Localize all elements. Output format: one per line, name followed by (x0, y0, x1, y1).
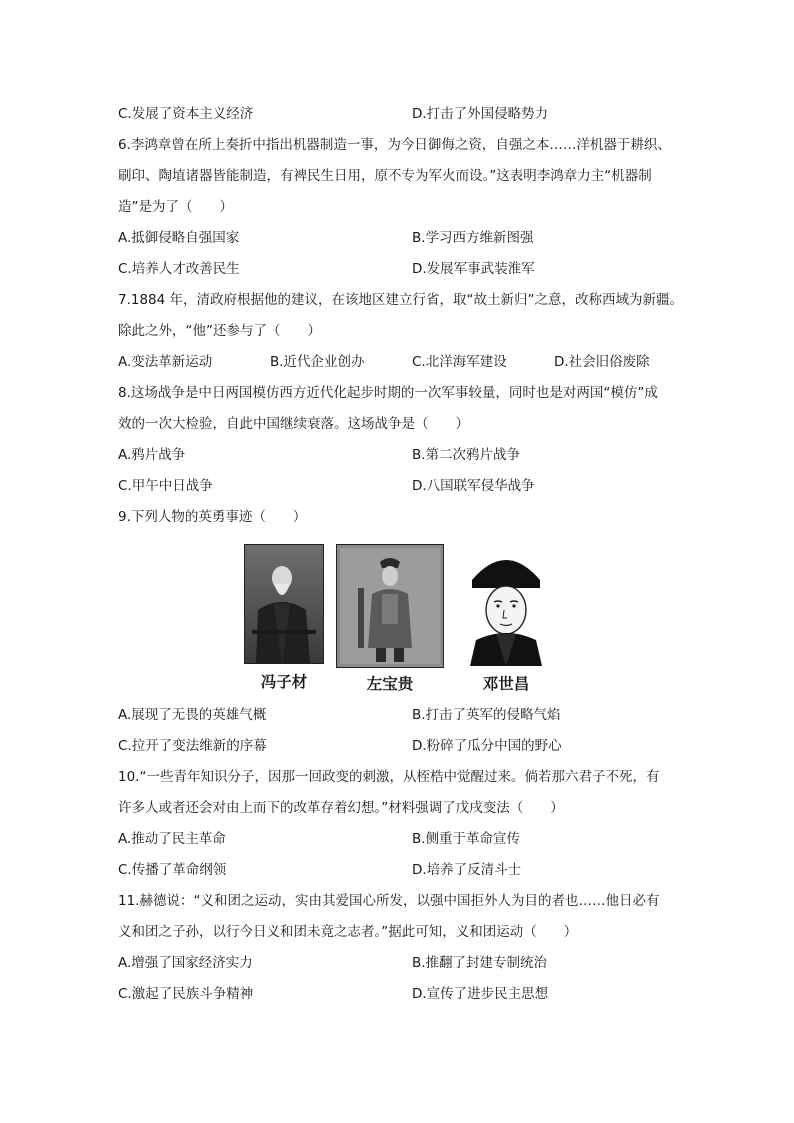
portrait-deng-shichang-photo (466, 544, 546, 666)
q8-option-b: B.第二次鸦片战争 (412, 447, 521, 463)
portrait-deng-shichang-image (466, 544, 546, 666)
portrait-caption-deng-shichang: 邓世昌 (482, 675, 530, 693)
q6-stem-line-3: 造”是为了（ ） (118, 199, 233, 215)
portrait-zuo-baogui (336, 544, 444, 693)
q6-option-a: A.抵御侵略自强国家 (118, 230, 240, 246)
q9-stem-line-1: 9.下列人物的英勇事迹（ ） (118, 509, 307, 525)
q10-stem-line-2: 许多人或者还会对由上而下的改革存着幻想。”材料强调了戊戌变法（ ） (118, 800, 564, 816)
q6-option-c: C.培养人才改善民生 (118, 261, 240, 277)
q10-option-c: C.传播了革命纲领 (118, 862, 227, 878)
q8-stem-line-2: 效的一次大检验，自此中国继续衰落。这场战争是（ ） (118, 416, 469, 432)
q9-option-c: C.拉开了变法维新的序幕 (118, 738, 267, 754)
q8-option-c: C.甲午中日战争 (118, 478, 213, 494)
q11-stem-line-2: 义和团之子孙，以行今日义和团未竟之志者。”据此可知，义和团运动（ ） (118, 924, 578, 940)
portrait-feng-zicai (244, 544, 324, 691)
q8-option-d: D.八国联军侵华战争 (412, 478, 535, 494)
q9-option-d: D.粉碎了瓜分中国的野心 (412, 738, 562, 754)
q6-stem-line-1: 6.李鸿章曾在所上奏折中指出机器制造一事，为今日御侮之资，自强之本……洋机器于耕织、 (118, 137, 671, 153)
q11-option-c: C.激起了民族斗争精神 (118, 986, 254, 1002)
q11-option-b: B.推翻了封建专制统治 (412, 955, 548, 971)
portrait-caption-feng-zicai: 冯子材 (260, 673, 308, 691)
q8-stem-line-1: 8.这场战争是中日两国模仿西方近代化起步时期的一次军事较量，同时也是对两国“模仿”成 (118, 385, 658, 401)
q11-option-a: A.增强了国家经济实力 (118, 955, 253, 971)
q5-option-c: C.发展了资本主义经济 (118, 106, 254, 122)
q5-option-d: D.打击了外国侵略势力 (412, 106, 549, 122)
q10-option-d: D.培养了反清斗士 (412, 862, 522, 878)
q7-stem-line-1: 7.1884 年，清政府根据他的建议，在该地区建立行省，取“故土新归”之意，改称西域为新疆。 (118, 292, 684, 308)
q10-option-b: B.侧重于革命宣传 (412, 831, 521, 847)
q9-option-b: B.打击了英军的侵略气焰 (412, 707, 561, 723)
portrait-caption-zuo-baogui: 左宝贵 (366, 675, 414, 693)
q9-portrait-group (244, 540, 564, 692)
q10-option-a: A.推动了民主革命 (118, 831, 226, 847)
q7-option-b: B.近代企业创办 (270, 354, 365, 370)
q7-option-a: A.变法革新运动 (118, 354, 213, 370)
portrait-feng-zicai-photo (244, 544, 324, 664)
q6-stem-line-2: 刷印、陶埴诸器皆能制造，有裨民生日用，原不专为军火而设。”这表明李鸿章力主“机器制 (118, 168, 652, 184)
q7-option-d: D.社会旧俗废除 (554, 354, 650, 370)
q9-option-a: A.展现了无畏的英雄气概 (118, 707, 267, 723)
q7-option-c: C.北洋海军建设 (412, 354, 507, 370)
q6-option-b: B.学习西方维新图强 (412, 230, 534, 246)
portrait-zuo-baogui-photo (336, 544, 444, 668)
q6-option-d: D.发展军事武装淮军 (412, 261, 535, 277)
q11-stem-line-1: 11.赫德说：“义和团之运动，实由其爱国心所发，以强中国拒外人为目的者也……他日必有 (118, 893, 660, 909)
q11-option-d: D.宣传了进步民主思想 (412, 986, 549, 1002)
portrait-zuo-baogui-image (336, 544, 444, 668)
portrait-deng-shichang (466, 544, 546, 693)
q7-stem-line-2: 除此之外，“他”还参与了（ ） (118, 323, 321, 339)
q10-stem-line-1: 10.“一些青年知识分子，因那一回政变的刺激，从桎梏中觉醒过来。倘若那六君子不死，有 (118, 769, 660, 785)
portrait-feng-zicai-image (244, 544, 324, 664)
q8-option-a: A.鸦片战争 (118, 447, 186, 463)
